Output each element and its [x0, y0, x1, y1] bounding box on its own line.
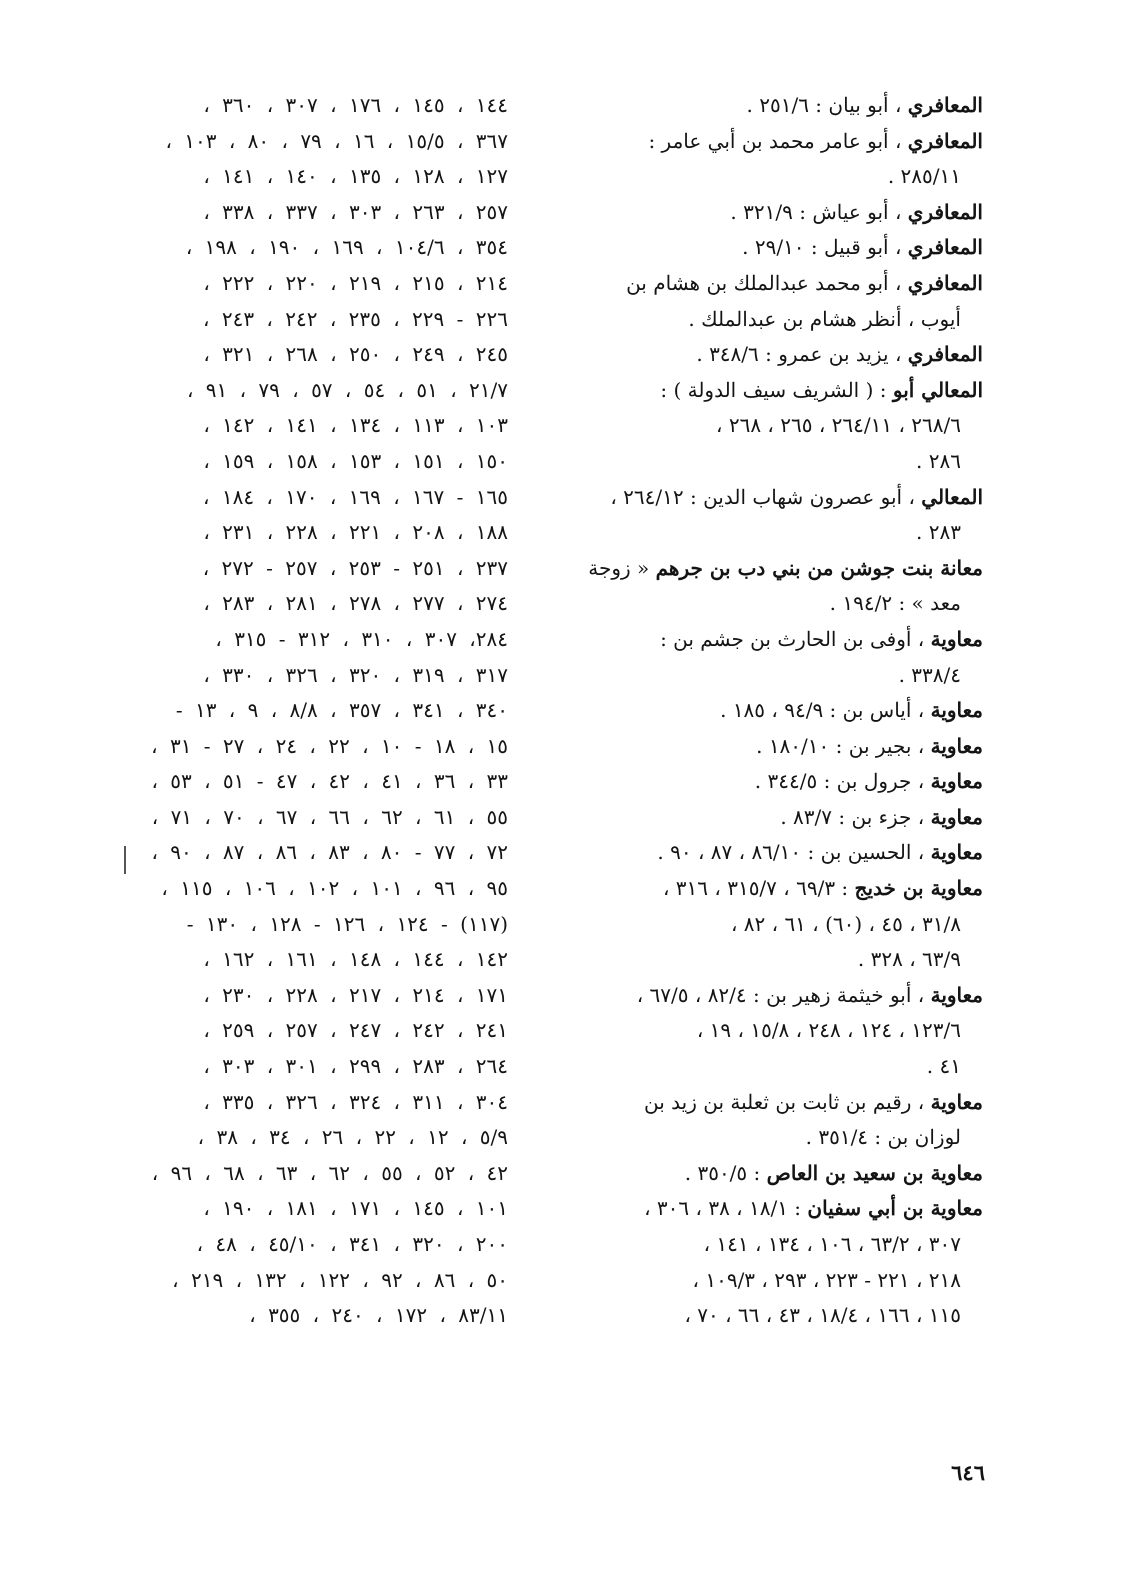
reference-line: ٥/٩ ، ١٢ ، ٢٢ ، ٢٦ ، ٣٤ ، ٣٨ ، — [197, 1125, 508, 1150]
entry-references: ٢٨٦ . — [916, 448, 961, 473]
reference-line: ١٤٤ ، ١٤٥ ، ١٧٦ ، ٣٠٧ ، ٣٦٠ ، — [203, 93, 508, 117]
entry-headword: المعافري — [907, 199, 983, 224]
entry-references: ، رقيم بن ثابت بن ثعلبة بن زيد بن — [644, 1089, 925, 1114]
entry-references: معد » : ١٩٤/٢ . — [829, 591, 961, 616]
entry-headword: المعالي — [921, 484, 983, 509]
reference-line: ٤٢ ، ٥٢ ، ٥٥ ، ٦٢ ، ٦٣ ، ٦٨ ، ٩٦ ، — [151, 1160, 508, 1185]
entry-references: ٣٣٨/٤ . — [898, 662, 961, 687]
index-line — [585, 1298, 983, 1334]
reference-line: ٧٢ ، ٧٧ - ٨٠ ، ٨٣ ، ٨٦ ، ٨٧ ، ٩٠ ، — [151, 840, 508, 865]
entry-headword: المعافري — [907, 342, 983, 367]
reference-line: ٥٥ ، ٦١ ، ٦٢ ، ٦٦ ، ٦٧ ، ٧٠ ، ٧١ ، — [151, 804, 508, 829]
entry-references: لوزان بن : ٣٥١/٤ . — [805, 1125, 961, 1150]
reference-line: ١٦٥ - ١٦٧ ، ١٦٩ ، ١٧٠ ، ١٨٤ ، — [203, 484, 508, 509]
reference-line: ١٠٣ ، ١١٣ ، ١٣٤ ، ١٤١ ، ١٤٢ ، — [203, 413, 508, 438]
entry-headword: معاوية — [930, 626, 983, 651]
index-line — [585, 800, 983, 836]
index-line — [585, 1049, 983, 1085]
entry-headword: معانة بنت جوشن من بني دب بن جرهم — [655, 555, 983, 580]
reference-line: ٢١/٧ ، ٥١ ، ٥٤ ، ٥٧ ، ٧٩ ، ٩١ ، — [186, 377, 508, 402]
page-number: ٦٤٦ — [951, 1460, 985, 1485]
reference-line: ٣١٧ ، ٣١٩ ، ٣٢٠ ، ٣٢٦ ، ٣٣٠ ، — [203, 662, 508, 687]
index-line — [585, 124, 983, 160]
reference-line: ١٧١ ، ٢١٤ ، ٢١٧ ، ٢٢٨ ، ٢٣٠ ، — [203, 982, 508, 1007]
index-column-left — [130, 88, 508, 1334]
reference-line: ١٥٠ ، ١٥١ ، ١٥٣ ، ١٥٨ ، ١٥٩ ، — [203, 448, 508, 473]
index-line — [585, 907, 983, 943]
index-line — [585, 1227, 983, 1263]
entry-references: ١٢٣/٦ ، ١٢٤ ، ٢٤٨ ، ١٥/٨ ، ١٩ ، — [696, 1018, 961, 1043]
entry-headword: المعافري — [907, 235, 983, 260]
entry-references: ، أبو خيثمة زهير بن : ٨٢/٤ ، ٦٧/٥ ، — [636, 982, 925, 1007]
index-line — [585, 622, 983, 658]
entry-headword: المعافري — [907, 270, 983, 295]
index-column-right — [585, 88, 983, 1334]
reference-line: ٢٤٥ ، ٢٤٩ ، ٢٥٠ ، ٢٦٨ ، ٣٢١ ، — [203, 342, 508, 367]
entry-headword: معاوية — [930, 982, 983, 1007]
reference-line: ١٠١ ، ١٤٥ ، ١٧١ ، ١٨١ ، ١٩٠ ، — [203, 1196, 508, 1221]
entry-headword: المعافري — [907, 128, 983, 153]
reference-line: ٢٢٦ - ٢٢٩ ، ٢٣٥ ، ٢٤٢ ، ٢٤٣ ، — [203, 306, 508, 331]
index-line — [585, 159, 983, 195]
entry-references: ٦٣/٩ ، ٣٢٨ . — [857, 947, 961, 972]
index-line — [585, 373, 983, 409]
entry-references: ٢٨٣ . — [916, 520, 961, 545]
reference-line: (١١٧) - ١٢٤ ، ١٢٦ - ١٢٨ ، ١٣٠ - — [186, 911, 508, 936]
index-line — [585, 1120, 983, 1156]
index-line — [585, 480, 983, 516]
index-line — [585, 764, 983, 800]
entry-headword: معاوية — [930, 733, 983, 758]
reference-line: ١٥ ، ١٨ - ١٠ ، ٢٢ ، ٢٤ ، ٢٧ - ٣١ ، — [151, 733, 508, 758]
index-line — [585, 551, 983, 587]
entry-references: : ٦٩/٣ ، ٣١٥/٧ ، ٣١٦ ، — [662, 876, 849, 901]
reference-line: ٣٤٠ ، ٣٤١ ، ٣٥٧ ، ٨/٨ ، ٩ ، ١٣ - — [175, 698, 508, 723]
reference-line: ٢٠٠ ، ٣٢٠ ، ٣٤١ ، ٤٥/١٠ ، ٤٨ ، — [196, 1232, 508, 1256]
entry-headword: المعالي أبو — [892, 377, 983, 402]
entry-references: ٤١ . — [926, 1054, 961, 1079]
index-line — [585, 693, 983, 729]
reference-line: ٥٠ ، ٨٦ ، ٩٢ ، ١٢٢ ، ١٣٢ ، ٢١٩ ، — [172, 1267, 508, 1292]
margin-mark — [124, 846, 126, 874]
index-line — [585, 586, 983, 622]
entry-references: ٣١/٨ ، ٤٥ ، (٦٠) ، ٦١ ، ٨٢ ، — [730, 911, 961, 936]
index-line — [585, 88, 983, 124]
entry-references: ، جزء بن : ٨٣/٧ . — [780, 804, 925, 829]
reference-line: ٣٥٤ ، ١٠٤/٦ ، ١٦٩ ، ١٩٠ ، ١٩٨ ، — [185, 235, 508, 260]
reference-line: ٢٧٤ ، ٢٧٧ ، ٢٧٨ ، ٢٨١ ، ٢٨٣ ، — [203, 591, 508, 616]
entry-references: ، أبو عامر محمد بن أبي عامر : — [648, 128, 902, 153]
index-line — [585, 658, 983, 694]
index-line — [585, 515, 983, 551]
reference-line: ١٢٧ ، ١٢٨ ، ١٣٥ ، ١٤٠ ، ١٤١ ، — [203, 164, 508, 189]
entry-references: ٢١٨ ، ٢٢١ - ٢٢٣ ، ٢٩٣ ، ١٠٩/٣ ، — [692, 1267, 961, 1292]
index-line — [585, 835, 983, 871]
index-line — [585, 729, 983, 765]
entry-references: ، أبو عصرون شهاب الدين : ٢٦٤/١٢ ، — [610, 484, 915, 509]
index-line — [585, 942, 983, 978]
entry-references: : ( الشريف سيف الدولة ) : — [660, 377, 887, 402]
entry-headword: معاوية بن أبي سفيان — [807, 1196, 983, 1221]
entry-headword: معاوية — [930, 698, 983, 723]
entry-references: ، أياس بن : ٩٤/٩ ، ١٨٥ . — [720, 698, 925, 723]
reference-line: ٢٥٧ ، ٢٦٣ ، ٣٠٣ ، ٣٣٧ ، ٣٣٨ ، — [203, 199, 508, 224]
reference-line: ٢٣٧ ، ٢٥١ - ٢٥٣ ، ٢٥٧ - ٢٧٢ ، — [202, 555, 508, 580]
reference-line: ٢٦٤ ، ٢٨٣ ، ٢٩٩ ، ٣٠١ ، ٣٠٣ ، — [203, 1054, 508, 1079]
index-line — [585, 1191, 983, 1227]
entry-references: : ١٨/١ ، ٣٨ ، ٣٠٦ ، — [644, 1196, 802, 1221]
index-line — [585, 871, 983, 907]
entry-references: ، الحسين بن : ٨٦/١٠ ، ٨٧ ، ٩٠ . — [657, 840, 925, 865]
entry-references: : ٣٥٠/٥ . — [684, 1160, 761, 1185]
reference-line: ٩٥ ، ٩٦ ، ١٠١ ، ١٠٢ ، ١٠٦ ، ١١٥ ، — [161, 876, 508, 901]
reference-line: ٢١٤ ، ٢١٥ ، ٢١٩ ، ٢٢٠ ، ٢٢٢ ، — [203, 270, 508, 295]
entry-headword: معاوية — [930, 769, 983, 794]
index-line — [585, 1263, 983, 1299]
reference-line: ٢٨٤، ٣٠٧ ، ٣١٠ ، ٣١٢ - ٣١٥ ، — [215, 626, 508, 651]
index-line — [585, 1085, 983, 1121]
entry-references: ، أبو قبيل : ٢٩/١٠ . — [742, 235, 902, 260]
entry-references: ، أوفى بن الحارث بن جشم بن : — [660, 626, 925, 651]
reference-line: ١٨٨ ، ٢٠٨ ، ٢٢١ ، ٢٢٨ ، ٢٣١ ، — [203, 520, 508, 545]
index-line — [585, 408, 983, 444]
reference-line: ٣٠٤ ، ٣١١ ، ٣٢٤ ، ٣٢٦ ، ٣٣٥ ، — [203, 1089, 508, 1114]
entry-headword: معاوية بن سعيد بن العاص — [766, 1160, 983, 1185]
entry-references: ٢٨٥/١١ . — [887, 164, 961, 189]
reference-line: ٢٤١ ، ٢٤٢ ، ٢٤٧ ، ٢٥٧ ، ٢٥٩ ، — [203, 1018, 508, 1043]
index-line — [585, 444, 983, 480]
index-line — [585, 302, 983, 338]
entry-headword: معاوية — [930, 840, 983, 865]
index-line — [585, 230, 983, 266]
entry-references: « زوجة — [588, 555, 650, 580]
entry-references: ، أبو محمد عبدالملك بن هشام بن — [626, 270, 902, 295]
entry-headword: معاوية — [930, 804, 983, 829]
entry-references: ، أبو بيان : ٢٥١/٦ . — [746, 93, 902, 117]
entry-references: ، يزيد بن عمرو : ٣٤٨/٦ . — [696, 342, 902, 367]
index-line — [585, 195, 983, 231]
reference-line: ١٤٢ ، ١٤٤ ، ١٤٨ ، ١٦١ ، ١٦٢ ، — [203, 947, 508, 972]
reference-line: ٨٣/١١ ، ١٧٢ ، ٢٤٠ ، ٣٥٥ ، — [249, 1303, 508, 1328]
entry-references: ٢٦٨/٦ ، ٢٦٤/١١ ، ٢٦٥ ، ٢٦٨ ، — [716, 413, 961, 438]
index-line — [585, 978, 983, 1014]
entry-references: أيوب ، أنظر هشام بن عبدالملك . — [688, 306, 961, 331]
entry-references: ١١٥ ، ١٦٦ ، ١٨/٤ ، ٤٣ ، ٦٦ ، ٧٠ ، — [684, 1303, 961, 1328]
entry-references: ٣٠٧ ، ٦٣/٢ ، ١٠٦ ، ١٣٤ ، ١٤١ ، — [703, 1232, 961, 1256]
entry-references: ، جرول بن : ٣٤٤/٥ . — [754, 769, 925, 794]
entry-headword: المعافري — [907, 93, 983, 117]
reference-line: ٣٣ ، ٣٦ ، ٤١ ، ٤٢ ، ٤٧ - ٥١ ، ٥٣ ، — [151, 769, 508, 794]
index-line — [585, 266, 983, 302]
index-line — [585, 1156, 983, 1192]
entry-headword: معاوية — [930, 1089, 983, 1114]
entry-references: ، بجير بن : ١٨٠/١٠ . — [756, 733, 925, 758]
reference-line: ٣٦٧ ، ١٥/٥ ، ١٦ ، ٧٩ ، ٨٠ ، ١٠٣ ، — [165, 128, 508, 153]
index-line — [585, 337, 983, 373]
index-line — [585, 1013, 983, 1049]
entry-headword: معاوية بن خديج — [854, 876, 983, 901]
entry-references: ، أبو عياش : ٣٢١/٩ . — [730, 199, 902, 224]
